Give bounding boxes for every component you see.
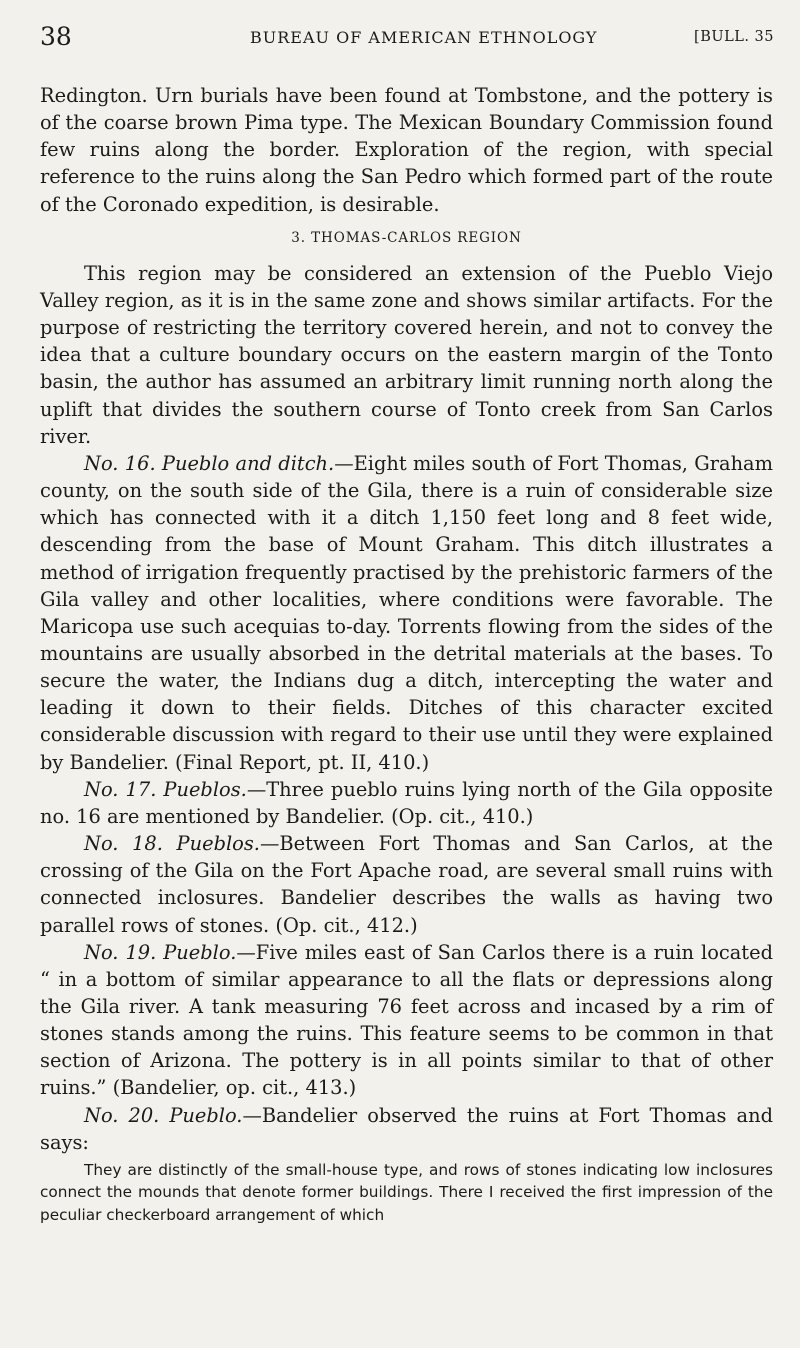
entry-no-17 [40,776,773,830]
entry-text: —Three pueblo ruins lying north of the Gila opposite no. 16 are mentioned by Bandelier. (Op. cit., 410.) [40,777,773,828]
entry-text: —Eight miles south of Fort Thomas, Graham county, on the south side of the Gila, there is a ruin of considerable size which has connected with it a ditch 1,150 feet long and 8 feet wide, descending from the base of Mount Graham. This ditch illustrates a method of irrigation frequently practised by the prehistoric farmers of the Gila valley and other localities, where conditions were favorable. The Maricopa use such acequias to-day. Torrents flowing from the sides of the mountains are usually absorbed in the detrital materials at the bases. To secure the water, the Indians dug a ditch, intercepting the water and leading it down to their fields. Ditches of this character excited considerable discussion with regard to their use until they were explained by Bandelier. (Final Report, pt. II, 410.) [40,451,773,774]
entry-no-19 [40,939,773,1102]
running-head [40,20,774,60]
entry-label: No. 20. Pueblo. [84,1103,243,1127]
entry-text: —Five miles east of San Carlos there is a ruin located “ in a bottom of similar appearance to all the flats or depressions along the Gila river. A tank measuring 76 feet across and incased by a rim of stones stands among the ruins. This feature seems to be common in that section of Arizona. The pottery is in all points similar to that of other ruins.” (Bandelier, op. cit., 413.) [40,940,773,1100]
entry-label: No. 19. Pueblo. [84,940,237,964]
entry-label: No. 16. Pueblo and ditch. [84,451,335,475]
entry-no-20 [40,1102,773,1156]
series-title: BUREAU OF AMERICAN ETHNOLOGY [250,28,598,47]
paragraph-region-intro: This region may be considered an extension of the Pueblo Viejo Valley region, as it is in the same zone and shows similar artifacts. For the purpose of restricting the territory covered herein, and not to convey the idea that a culture boundary occurs on the eastern margin of the Tonto basin, the author has assumed an arbitrary limit running north along the uplift that divides the southern course of Tonto creek from San Carlos river. [40,261,773,448]
block-quote: They are distinctly of the small-house type, and rows of stones indicating low inclosures connect the mounds that denote former buildings. There I received the first impression of the peculiar checkerboard arrangement of which [40,1160,773,1224]
paragraph-continuation: Redington. Urn burials have been found at Tombstone, and the pottery is of the coarse brown Pima type. The Mexican Boundary Commission found few ruins along the border. Exploration of the region, with special reference to the ruins along the San Pedro which formed part of the route of the Coronado expedition, is desirable. [40,84,773,216]
body-text [40,82,773,1226]
page-number: 38 [40,22,72,51]
entry-text: —Between Fort Thomas and San Carlos, at the crossing of the Gila on the Fort Apache road, are several small ruins with connected inclosures. Bandelier describes the walls as having two parallel rows of stones. (Op. cit., 412.) [40,832,774,937]
section-heading: 3. THOMAS-CARLOS REGION [291,229,522,246]
entry-no-18 [40,830,773,939]
entry-label: No. 17. Pueblos. [84,777,247,801]
entry-no-16 [40,450,773,776]
entry-label: No. 18. Pueblos. [84,832,260,856]
entry-text: —Bandelier observed the ruins at Fort Thomas and says: [40,1103,773,1154]
bulletin-reference: [BULL. 35 [694,29,774,45]
